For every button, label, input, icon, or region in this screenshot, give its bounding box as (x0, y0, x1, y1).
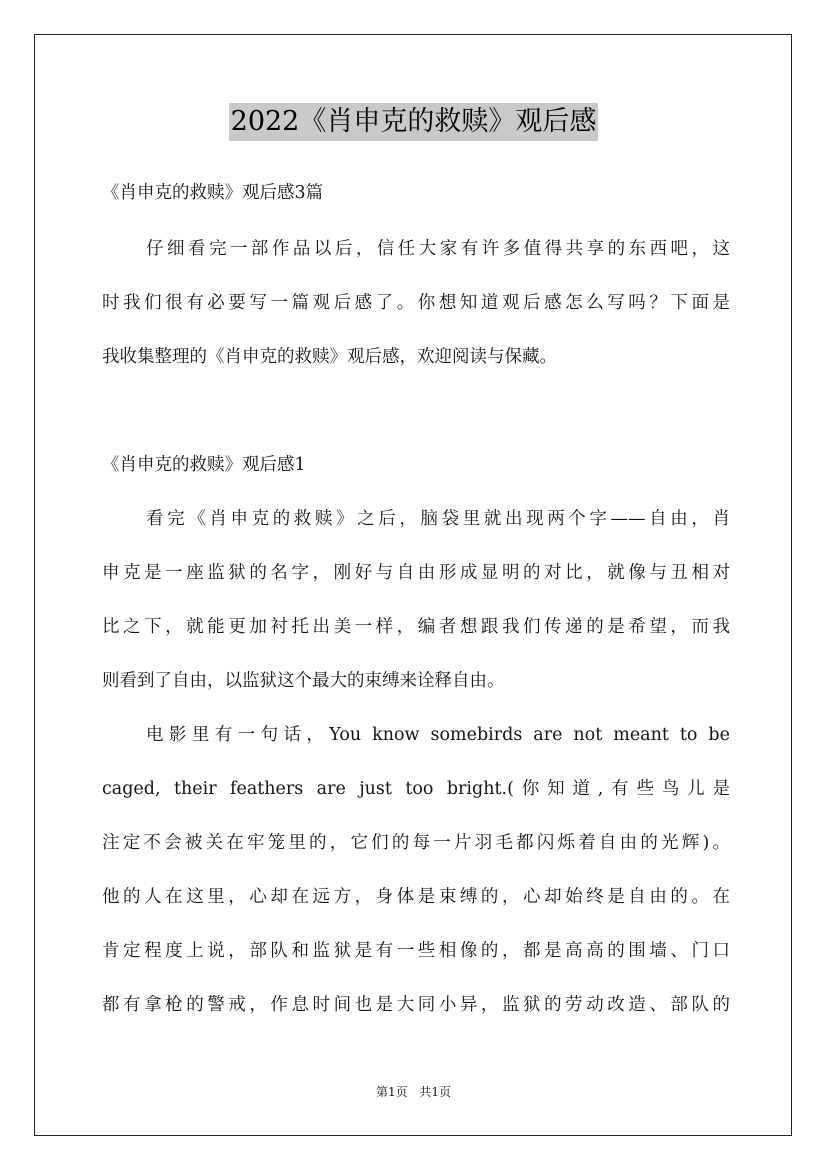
page-number: 第1页 (375, 1085, 408, 1099)
document-title: 2022《肖申克的救赎》观后感 (229, 103, 599, 141)
intro-line-3: 我收集整理的《肖申克的救赎》观后感，欢迎阅读与保藏。 (102, 347, 557, 367)
paragraph-2-line-3: 注定不会被关在牢笼里的，它们的每一片羽毛都闪烁着自由的光辉)。 (102, 833, 730, 853)
paragraph-2-line-1: 电影里有一句话，You know somebirds are not meant to be (146, 725, 730, 745)
page-footer (0, 1084, 827, 1100)
paragraph-1-line-4: 则看到了自由，以监狱这个最大的束缚来诠释自由。 (102, 671, 505, 691)
paragraph-2-line-6: 都有拿枪的警戒，作息时间也是大同小异，监狱的劳动改造、部队的 (102, 995, 730, 1015)
intro-line-2: 时我们很有必要写一篇观后感了。你想知道观后感怎么写吗？下面是 (102, 293, 730, 313)
intro-line-1: 仔细看完一部作品以后，信任大家有许多值得共享的东西吧，这 (146, 239, 730, 259)
document-subtitle: 《肖申克的救赎》观后感3篇 (102, 183, 324, 203)
paragraph-1-line-2: 申克是一座监狱的名字，刚好与自由形成显明的对比，就像与丑相对 (102, 563, 730, 583)
paragraph-1-line-3: 比之下，就能更加衬托出美一样，编者想跟我们传递的是希望，而我 (102, 617, 730, 637)
page-total: 共1页 (419, 1085, 452, 1099)
paragraph-1-line-1: 看完《肖申克的救赎》之后，脑袋里就出现两个字——自由，肖 (146, 509, 730, 529)
paragraph-2-line-5: 肯定程度上说，部队和监狱是有一些相像的，都是高高的围墙、门口 (102, 941, 730, 961)
title-container (0, 103, 827, 141)
paragraph-2-line-2: caged, their feathers are just too bright.(你知道,有些鸟儿是 (102, 779, 730, 799)
paragraph-2-line-4: 他的人在这里，心却在远方，身体是束缚的，心却始终是自由的。在 (102, 887, 730, 907)
section-heading: 《肖申克的救赎》观后感1 (102, 455, 306, 475)
